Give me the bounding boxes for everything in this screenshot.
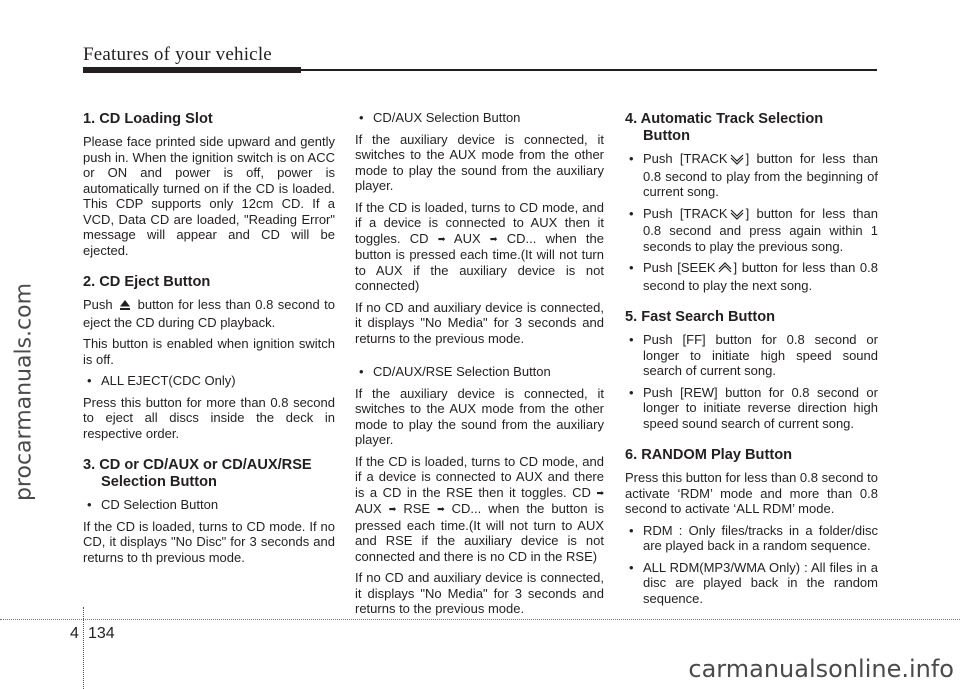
right-arrow-icon: ➡: [437, 233, 446, 244]
chevron-down-icon: [730, 153, 744, 169]
section-title: 6. RANDOM Play Button: [625, 447, 793, 463]
header-rule-thick: [83, 67, 301, 73]
text-fragment: AUX: [355, 501, 382, 516]
column-left: [83, 111, 335, 581]
page-number: 134: [88, 625, 115, 642]
text-fragment: Push [TRACK: [643, 205, 728, 221]
text-fragment: Push [TRACK: [643, 151, 728, 166]
bullet-item: • Push [REW] button for 0.8 second or longer to initiate reverse direction high speed sound search of current song.: [625, 385, 878, 432]
bullet-item: [625, 260, 878, 293]
side-watermark-text: procarmanuals.com: [11, 282, 37, 502]
bullet-item: [625, 151, 878, 200]
section-random-play-button: [625, 447, 878, 606]
paragraph: Press this button for more than 0.8 second to eject all discs inside the deck in respective order.: [83, 394, 335, 441]
text-fragment: Push: [83, 297, 113, 312]
bullet-item: • RDM : Only files/tracks in a folder/disc are played back in a random sequence.: [625, 523, 878, 554]
right-arrow-icon: ➡: [596, 487, 604, 498]
paragraph: Please face printed side upward and gently push in. When the ignition switch is on ACC or ON and power is off, power is automatically turned on if the CD is loaded. This CDP supports only 12cm CD. If a VCD, Data CD are loaded, "Reading Error" message will appear and CD will be ejected.: [83, 134, 335, 258]
section-automatic-track-selection: [625, 111, 878, 293]
spacer: [355, 352, 604, 364]
section-title: 2. CD Eject Button: [83, 274, 211, 290]
page-header-title: Features of your vehicle: [83, 44, 272, 65]
text-fragment: ] button for less than 0.8 second and press again within 1 seconds to play the previous song.: [643, 205, 878, 254]
bullet-item: • Push [FF] button for 0.8 second or longer to initiate high speed sound search of current song.: [625, 332, 878, 379]
section-title-line-1: 4. Automatic Track Selection: [625, 111, 824, 127]
section-title-line-2: Button: [643, 128, 691, 144]
eject-icon: [119, 299, 131, 315]
paragraph: If no CD and auxiliary device is connected, it displays "No Media" for 3 seconds and returns to the previous mode.: [355, 570, 604, 616]
section-title: [83, 457, 335, 491]
text-fragment: AUX: [453, 230, 481, 246]
paragraph: If the auxiliary device is connected, it switches to the AUX mode from the other mode to play the sound from the auxiliary player.: [355, 385, 604, 447]
bullet-item: [625, 206, 878, 255]
section-title-line-1: 3. CD or CD/AUX or CD/AUX/RSE: [83, 457, 312, 473]
header-rule-thin: [300, 69, 877, 71]
footer-dotted-divider: [83, 607, 85, 689]
column-middle: [355, 110, 604, 623]
chevron-up-icon: [718, 262, 732, 278]
text-fragment: CD... when the button is pressed each time.(It will not turn to AUX and RSE if the auxiliary device is not connected and there is no CD in the RSE): [355, 501, 604, 564]
text-fragment: CD... when the button is pressed each time.(It will not turn to AUX if the auxiliary device is not connected): [355, 230, 604, 293]
section-title: [625, 111, 878, 145]
paragraph: If no CD and auxiliary device is connected, it displays "No Media" for 3 seconds and returns to the previous mode.: [355, 299, 604, 346]
text-fragment: button for less than 0.8 second to eject the CD during CD playback.: [83, 297, 335, 330]
paragraph: [355, 454, 604, 565]
bullet-item: • CD/AUX/RSE Selection Button: [355, 364, 604, 380]
paragraph: Press this button for less than 0.8 second to activate ‘RDM’ mode and more than 0.8 second to activate ‘ALL RDM’ mode.: [625, 470, 878, 516]
right-arrow-icon: ➡: [388, 504, 397, 514]
column-right: [625, 111, 878, 622]
section-cd-loading-slot: [83, 111, 335, 258]
paragraph: [355, 200, 604, 294]
bullet-item: • ALL EJECT(CDC Only): [83, 373, 335, 389]
right-arrow-icon: ➡: [489, 233, 498, 244]
section-title: 1. CD Loading Slot: [83, 111, 213, 127]
section-cd-aux-rse-selection: [83, 457, 335, 565]
chevron-down-icon: [730, 208, 744, 224]
text-fragment: If the CD is loaded, turns to CD mode, and if a device is connected to AUX then it toggles. CD: [355, 199, 604, 246]
section-fast-search-button: [625, 309, 878, 431]
footer-dotted-rule: [0, 619, 960, 620]
bullet-item: • ALL RDM(MP3/WMA Only) : All files in a disc are played back in the random sequence.: [625, 560, 878, 607]
paragraph: If the auxiliary device is connected, it switches to the AUX mode from the other mode to play the sound from the auxiliary player.: [355, 131, 604, 193]
paragraph: This button is enabled when ignition switch is off.: [83, 336, 335, 367]
section-cd-eject-button: [83, 274, 335, 441]
section-title-line-2: Selection Button: [101, 474, 217, 490]
right-arrow-icon: ➡: [437, 504, 445, 514]
paragraph: [83, 297, 335, 330]
paragraph: If the CD is loaded, turns to CD mode. If no CD, it displays "No Disc" for 3 seconds and returns to th previous mode.: [83, 518, 335, 565]
text-fragment: If the CD is loaded, turns to CD mode, and if a device is connected to AUX and there is a CD in the RSE then it toggles. CD: [355, 453, 604, 500]
section-title: 5. Fast Search Button: [625, 309, 776, 325]
bullet-item: • CD Selection Button: [83, 497, 335, 513]
bullet-item: • CD/AUX Selection Button: [355, 110, 604, 126]
text-fragment: ] button for less than 0.8 second to play the next song.: [643, 260, 878, 293]
text-fragment: RSE: [403, 501, 431, 516]
text-fragment: ] button for less than 0.8 second to play from the beginning of current song.: [643, 151, 878, 199]
bottom-watermark: carmanualsonline.info: [688, 655, 954, 683]
text-fragment: Push [SEEK: [643, 260, 716, 275]
chapter-number: 4: [70, 625, 79, 642]
